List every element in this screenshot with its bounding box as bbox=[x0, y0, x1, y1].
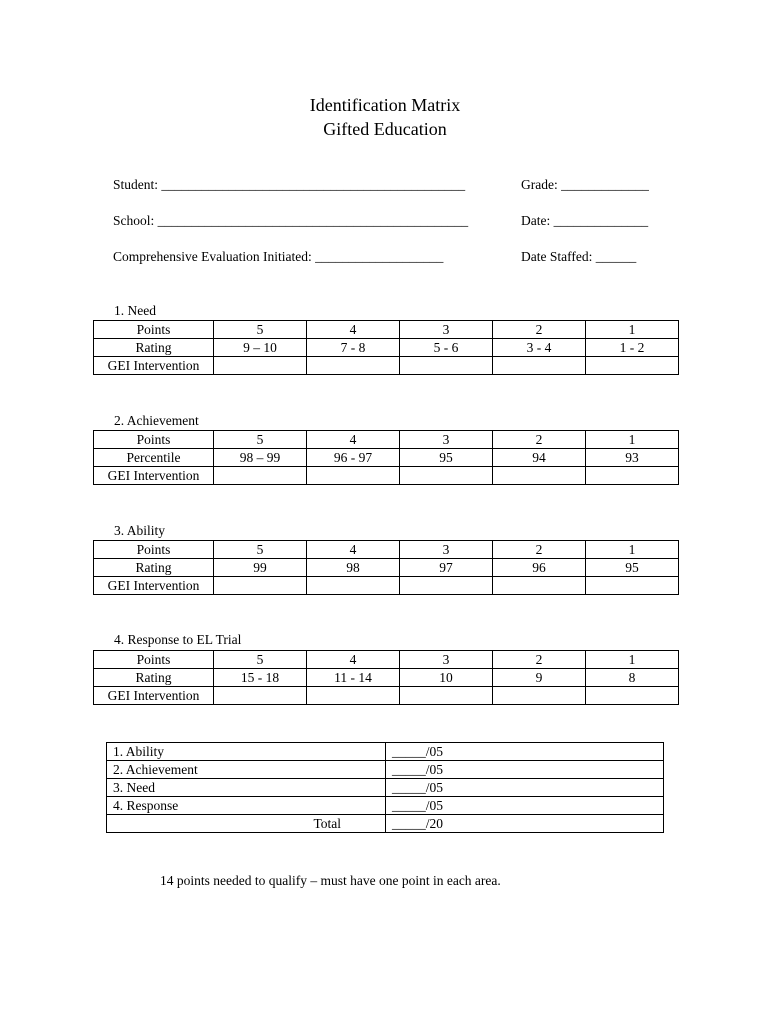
table-cell: 97 bbox=[400, 559, 493, 577]
gei-input-cell[interactable] bbox=[214, 687, 307, 705]
total-score[interactable]: _____/20 bbox=[386, 815, 664, 833]
gei-input-cell[interactable] bbox=[493, 687, 586, 705]
comprehensive-evaluation-field[interactable]: Comprehensive Evaluation Initiated: ___________________ bbox=[113, 249, 444, 264]
table-cell: 99 bbox=[214, 559, 307, 577]
row-label: Rating bbox=[94, 559, 214, 577]
table-row bbox=[94, 687, 679, 705]
row-label: GEI Intervention bbox=[94, 577, 214, 595]
table-cell: 4 bbox=[307, 651, 400, 669]
gei-input-cell[interactable] bbox=[400, 687, 493, 705]
row-label: GEI Intervention bbox=[94, 357, 214, 375]
table-cell: 2 bbox=[493, 541, 586, 559]
summary-score[interactable]: _____/05 bbox=[386, 761, 664, 779]
gei-input-cell[interactable] bbox=[400, 577, 493, 595]
table-cell: 96 bbox=[493, 559, 586, 577]
page-title: Identification Matrix bbox=[309, 95, 461, 115]
achievement-matrix bbox=[93, 430, 679, 485]
gei-input-cell[interactable] bbox=[586, 467, 679, 485]
gei-input-cell[interactable] bbox=[307, 467, 400, 485]
table-cell: 9 – 10 bbox=[214, 339, 307, 357]
gei-input-cell[interactable] bbox=[586, 577, 679, 595]
gei-input-cell[interactable] bbox=[493, 467, 586, 485]
section-heading-achievement: 2. Achievement bbox=[114, 413, 199, 428]
table-cell: 5 - 6 bbox=[400, 339, 493, 357]
row-label: Points bbox=[94, 651, 214, 669]
table-cell: 2 bbox=[493, 431, 586, 449]
table-cell: 1 bbox=[586, 651, 679, 669]
table-row bbox=[94, 431, 679, 449]
page-subtitle: Gifted Education bbox=[323, 119, 447, 139]
table-row bbox=[94, 467, 679, 485]
table-row bbox=[107, 779, 664, 797]
table-cell: 94 bbox=[493, 449, 586, 467]
need-matrix bbox=[93, 320, 679, 375]
section-heading-ability: 3. Ability bbox=[114, 523, 166, 538]
table-cell: 4 bbox=[307, 431, 400, 449]
row-label: Points bbox=[94, 431, 214, 449]
table-cell: 3 bbox=[400, 541, 493, 559]
date-field[interactable]: Date: ______________ bbox=[521, 213, 649, 228]
gei-input-cell[interactable] bbox=[307, 357, 400, 375]
table-row bbox=[94, 357, 679, 375]
summary-score[interactable]: _____/05 bbox=[386, 797, 664, 815]
table-cell: 5 bbox=[214, 431, 307, 449]
table-cell: 5 bbox=[214, 321, 307, 339]
gei-input-cell[interactable] bbox=[493, 577, 586, 595]
summary-label: 1. Ability bbox=[107, 743, 386, 761]
row-label: Points bbox=[94, 321, 214, 339]
table-cell: 4 bbox=[307, 541, 400, 559]
section-heading-need: 1. Need bbox=[114, 303, 156, 318]
table-cell: 1 - 2 bbox=[586, 339, 679, 357]
table-cell: 93 bbox=[586, 449, 679, 467]
gei-input-cell[interactable] bbox=[307, 577, 400, 595]
gei-input-cell[interactable] bbox=[400, 467, 493, 485]
table-row bbox=[94, 449, 679, 467]
gei-input-cell[interactable] bbox=[586, 357, 679, 375]
table-cell: 10 bbox=[400, 669, 493, 687]
gei-input-cell[interactable] bbox=[586, 687, 679, 705]
row-label: GEI Intervention bbox=[94, 687, 214, 705]
ability-matrix bbox=[93, 540, 679, 595]
table-row bbox=[107, 761, 664, 779]
table-cell: 15 - 18 bbox=[214, 669, 307, 687]
gei-input-cell[interactable] bbox=[400, 357, 493, 375]
table-cell: 3 bbox=[400, 431, 493, 449]
summary-label: 4. Response bbox=[107, 797, 386, 815]
table-cell: 1 bbox=[586, 431, 679, 449]
score-summary-table bbox=[106, 742, 664, 833]
table-cell: 96 - 97 bbox=[307, 449, 400, 467]
table-cell: 5 bbox=[214, 651, 307, 669]
table-row bbox=[94, 577, 679, 595]
row-label: Rating bbox=[94, 669, 214, 687]
table-cell: 3 bbox=[400, 321, 493, 339]
row-label: GEI Intervention bbox=[94, 467, 214, 485]
table-row bbox=[107, 743, 664, 761]
table-row bbox=[94, 321, 679, 339]
gei-input-cell[interactable] bbox=[214, 357, 307, 375]
response-matrix bbox=[93, 650, 679, 705]
row-label: Points bbox=[94, 541, 214, 559]
table-row bbox=[94, 339, 679, 357]
summary-score[interactable]: _____/05 bbox=[386, 743, 664, 761]
total-label: Total bbox=[107, 815, 386, 833]
table-cell: 4 bbox=[307, 321, 400, 339]
table-cell: 2 bbox=[493, 321, 586, 339]
table-row bbox=[94, 669, 679, 687]
table-row bbox=[107, 815, 664, 833]
table-cell: 1 bbox=[586, 541, 679, 559]
summary-label: 3. Need bbox=[107, 779, 386, 797]
summary-score[interactable]: _____/05 bbox=[386, 779, 664, 797]
summary-label: 2. Achievement bbox=[107, 761, 386, 779]
grade-field[interactable]: Grade: _____________ bbox=[521, 177, 649, 192]
date-staffed-field[interactable]: Date Staffed: ______ bbox=[521, 249, 637, 264]
table-row bbox=[107, 797, 664, 815]
table-cell: 5 bbox=[214, 541, 307, 559]
table-cell: 95 bbox=[586, 559, 679, 577]
table-cell: 1 bbox=[586, 321, 679, 339]
table-row bbox=[94, 651, 679, 669]
table-cell: 9 bbox=[493, 669, 586, 687]
section-heading-response: 4. Response to EL Trial bbox=[114, 632, 242, 647]
row-label: Rating bbox=[94, 339, 214, 357]
row-label: Percentile bbox=[94, 449, 214, 467]
table-cell: 3 - 4 bbox=[493, 339, 586, 357]
table-row bbox=[94, 559, 679, 577]
table-cell: 98 bbox=[307, 559, 400, 577]
school-field[interactable]: School: ______________________________________________ bbox=[113, 213, 469, 228]
gei-input-cell[interactable] bbox=[214, 467, 307, 485]
gei-input-cell[interactable] bbox=[214, 577, 307, 595]
student-field[interactable]: Student: _____________________________________________ bbox=[113, 177, 466, 192]
table-cell: 2 bbox=[493, 651, 586, 669]
table-cell: 98 – 99 bbox=[214, 449, 307, 467]
table-row bbox=[94, 541, 679, 559]
table-cell: 3 bbox=[400, 651, 493, 669]
table-cell: 8 bbox=[586, 669, 679, 687]
table-cell: 95 bbox=[400, 449, 493, 467]
table-cell: 7 - 8 bbox=[307, 339, 400, 357]
gei-input-cell[interactable] bbox=[493, 357, 586, 375]
table-cell: 11 - 14 bbox=[307, 669, 400, 687]
qualification-note: 14 points needed to qualify – must have one point in each area. bbox=[160, 873, 501, 888]
gei-input-cell[interactable] bbox=[307, 687, 400, 705]
